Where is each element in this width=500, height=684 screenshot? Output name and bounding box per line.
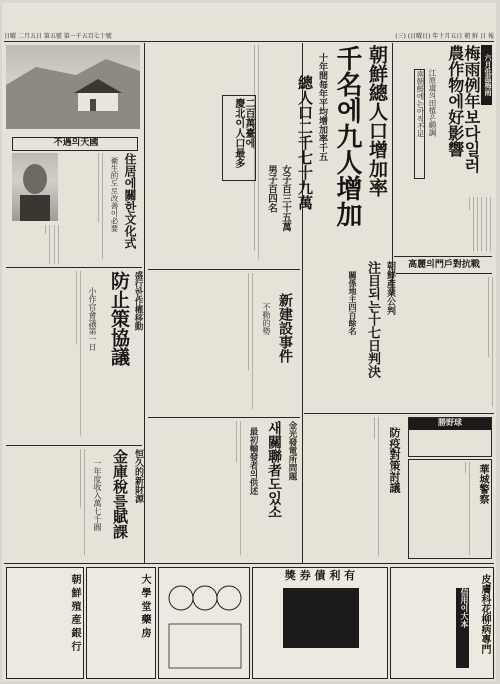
ad-subtitle: 信用이大本 xyxy=(456,588,469,668)
kicker: 盛行한作權移動 xyxy=(133,271,143,331)
article-police xyxy=(306,417,406,559)
article-population xyxy=(148,45,390,265)
body-text: ──────────────────────────────────────────────────────────────────────────────────────────────────────────── xyxy=(245,273,254,410)
product-illustration xyxy=(159,568,251,680)
ad-title: 朝 鮮 殖 産 銀 行 xyxy=(69,574,80,652)
headline: 千名에九人增加 xyxy=(332,45,362,227)
headline: 二百萬臺에 慶北이人口最多 xyxy=(232,98,254,168)
body-text: ──────────────────────────────────────────────── xyxy=(462,462,471,556)
subhead: 江原道의田植은順調 xyxy=(428,69,437,137)
column-rule xyxy=(144,43,145,563)
subhead: 關係地主四百餘名 xyxy=(348,271,358,335)
body-text: ──────────────────────────────────────────────────────────────────────────── xyxy=(77,449,86,556)
ad-title: 獎 券 債 利 有 xyxy=(284,569,356,582)
headline: 勝野球 xyxy=(409,418,491,430)
article-fund xyxy=(148,421,300,559)
article-baseball xyxy=(408,417,492,457)
headline: 新建設事件 xyxy=(277,293,293,363)
body-text: ────────────────────────────────────────────────────────────────────────────────────────────────────────────────────────────────────────────────────────────────────────────────────────────────── xyxy=(251,45,260,260)
body-text: ────────────────────────────────────────────────────────────────────────── xyxy=(371,417,380,556)
ad-lottery xyxy=(252,567,388,679)
subhead: 女子百三十五萬 xyxy=(280,165,291,232)
ad-title: 大 學 堂 藥 房 xyxy=(139,574,150,638)
headline: 金庫稅를賦課 xyxy=(111,449,129,539)
header-left: 日曜 二月五日 第五號 第一千五百七十號 xyxy=(4,33,112,40)
article-finance xyxy=(6,449,142,559)
header-rule xyxy=(4,41,494,42)
section-rule xyxy=(304,413,494,414)
article-seoul-pop xyxy=(222,95,256,181)
ad-title: 皮膚科花柳病專門 xyxy=(479,574,490,654)
kicker: 朝鮮總人口增加率 xyxy=(366,45,388,197)
page-header xyxy=(4,31,494,40)
landscape-photo xyxy=(6,45,140,129)
article-construction xyxy=(148,273,300,413)
ad-clinic xyxy=(390,567,494,679)
newspaper-page xyxy=(2,3,496,681)
section-rule xyxy=(6,445,142,446)
subhead: 一年度收入萬七千圓 xyxy=(93,459,102,531)
headline: 防止策協議 xyxy=(108,271,130,366)
article-court xyxy=(306,261,494,411)
ad-products xyxy=(158,567,250,679)
section-rule xyxy=(148,269,300,270)
subhead: 十年間每年平均增加率千五 xyxy=(317,53,327,161)
person-illustration xyxy=(12,153,58,221)
kicker: 朝鮮產業公判 xyxy=(385,261,395,315)
column-rule xyxy=(392,43,393,293)
section-rule xyxy=(6,267,142,268)
body-text: ─────────────────────────────────────────────────────────────────────────────────────────────────────────────────────────────────── xyxy=(466,197,492,252)
article-harbor xyxy=(408,459,492,559)
subhead: 小作官會議第一日 xyxy=(88,287,97,351)
headline: 住居에關한文化式 xyxy=(123,153,137,249)
box-header xyxy=(12,137,138,151)
section-rule xyxy=(148,417,300,418)
kicker: 恒久的新財源 xyxy=(133,449,143,503)
headline: 새關聯者도있소 xyxy=(266,421,282,519)
subhead: 南朝鮮에는아직不足 xyxy=(414,69,425,179)
headline: 華城警察 xyxy=(477,464,488,504)
subhead: 男子百四名 xyxy=(266,165,277,213)
ad-section-rule xyxy=(4,563,494,564)
box-title: 不遇의天國 xyxy=(53,138,99,148)
body-text: ────────────────────────────────────────────────────────────────────────────────────────────────────────────── xyxy=(73,271,82,436)
section-rule xyxy=(394,256,492,257)
kicker: 金光發電所問題 xyxy=(287,421,297,481)
body-text: ───────────────────────────────────────────────────────────────────────────────────────────────── xyxy=(485,277,494,407)
headline: 防疫對策討議 xyxy=(388,427,401,493)
body-text: ────────────────────────────────────────────────────────── xyxy=(43,225,60,264)
subhead: 不動的勢 xyxy=(262,303,271,335)
ad-bank xyxy=(6,567,84,679)
article-rain-crops xyxy=(396,45,492,255)
body-text: ───────────────────────────────────────────────────────────────────────────────── xyxy=(233,421,242,556)
ad-store xyxy=(86,567,156,679)
subhead: 衛生的도로改善이必要 xyxy=(110,157,119,232)
header-right: (三) (日曜日) 年十月五日 朝 鮮 日 報 xyxy=(395,33,494,40)
kicker: 六月低温梅雨 xyxy=(481,45,492,105)
subhead: 最初輸發者의供述 xyxy=(248,427,258,495)
lottery-table xyxy=(283,588,359,648)
body-text: ───────────────────────────────────────────────────────────────────────────────── xyxy=(95,153,104,260)
headline: 梅雨例年보다일러 農作物에好影響 xyxy=(445,45,481,173)
building-illustration xyxy=(6,45,140,129)
headline: 高麗의門戶對抗戰 xyxy=(396,261,492,274)
article-tenancy xyxy=(6,271,142,441)
portrait-photo xyxy=(12,153,58,221)
headline: 注目되는十七日判決 xyxy=(365,261,380,378)
article-culture xyxy=(60,153,140,263)
subhead: 總人口二千七十九萬 xyxy=(296,75,314,210)
